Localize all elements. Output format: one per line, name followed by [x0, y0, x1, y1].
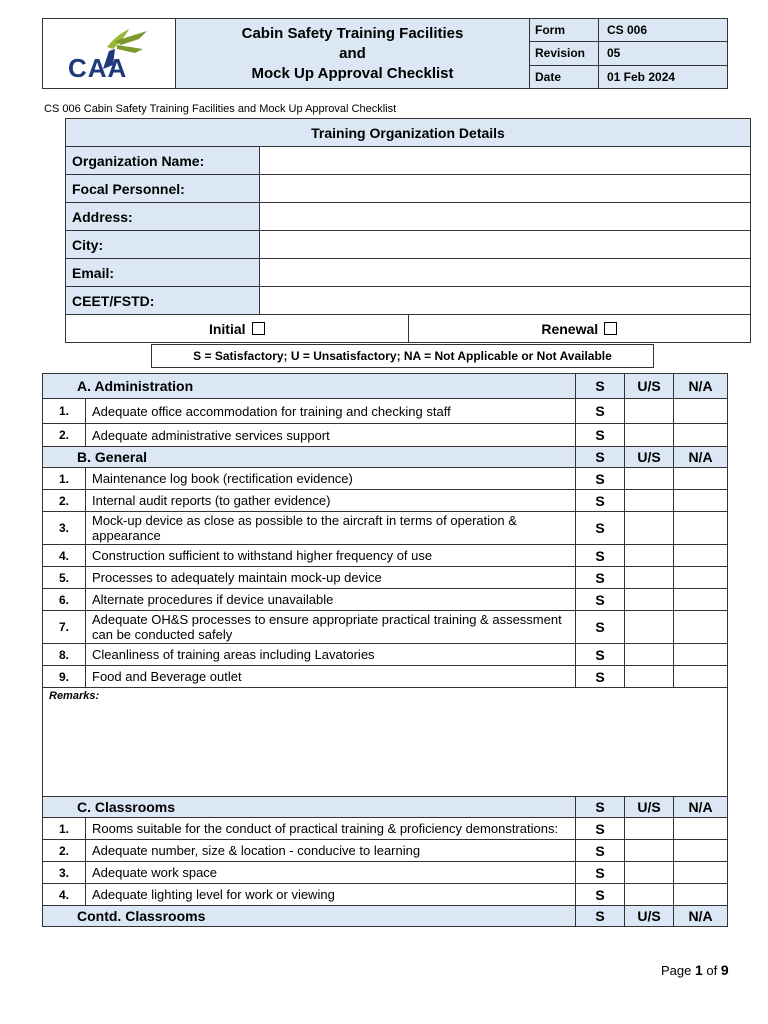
item-us-cell[interactable]: [625, 567, 674, 589]
item-s-cell[interactable]: S: [576, 424, 625, 447]
item-us-cell[interactable]: [625, 589, 674, 611]
checklist-row: [43, 862, 728, 884]
section-title: Contd. Classrooms: [43, 906, 576, 927]
col-us-header: U/S: [625, 447, 674, 468]
checklist-row: [43, 666, 728, 688]
checklist-row: [43, 512, 728, 545]
org-details-heading: Training Organization Details: [66, 119, 751, 147]
checklist-row: [43, 644, 728, 666]
item-text: Rooms suitable for the conduct of practical training & proficiency demonstrations:: [86, 818, 576, 840]
item-text: Food and Beverage outlet: [86, 666, 576, 688]
item-text: Adequate work space: [86, 862, 576, 884]
item-number: 4.: [43, 545, 86, 567]
caa-logo: [43, 19, 175, 83]
renewal-label: Renewal: [541, 320, 599, 337]
item-na-cell[interactable]: [674, 589, 728, 611]
item-number: 1.: [43, 399, 86, 424]
item-us-cell[interactable]: [625, 512, 674, 545]
section-header: [43, 374, 728, 399]
item-number: 7.: [43, 611, 86, 644]
item-s-cell[interactable]: S: [576, 644, 625, 666]
col-us-header: U/S: [625, 906, 674, 927]
item-text: Internal audit reports (to gather evidence): [86, 490, 576, 512]
checklist-row: [43, 818, 728, 840]
item-na-cell[interactable]: [674, 818, 728, 840]
item-s-cell[interactable]: S: [576, 545, 625, 567]
section-header: [43, 906, 728, 927]
item-us-cell[interactable]: [625, 818, 674, 840]
checklist-row: [43, 399, 728, 424]
item-number: 3.: [43, 512, 86, 545]
item-number: 1.: [43, 818, 86, 840]
renewal-option: [408, 315, 750, 342]
focal-personnel-label: Focal Personnel:: [66, 175, 260, 203]
col-na-header: N/A: [674, 447, 728, 468]
item-s-cell[interactable]: S: [576, 611, 625, 644]
item-text: Processes to adequately maintain mock-up device: [86, 567, 576, 589]
checklist-row: [43, 611, 728, 644]
item-s-cell[interactable]: S: [576, 840, 625, 862]
item-s-cell[interactable]: S: [576, 818, 625, 840]
item-number: 6.: [43, 589, 86, 611]
email-label: Email:: [66, 259, 260, 287]
form-value: CS 006: [599, 19, 728, 42]
item-number: 1.: [43, 468, 86, 490]
org-name-field[interactable]: [260, 147, 751, 175]
col-na-header: N/A: [674, 374, 728, 399]
city-label: City:: [66, 231, 260, 259]
document-subtitle: CS 006 Cabin Safety Training Facilities and Mock Up Approval Checklist: [44, 103, 397, 115]
item-us-cell[interactable]: [625, 840, 674, 862]
item-number: 3.: [43, 862, 86, 884]
city-field[interactable]: [260, 231, 751, 259]
item-text: Construction sufficient to withstand higher frequency of use: [86, 545, 576, 567]
checklist-row: [43, 490, 728, 512]
section-header: [43, 447, 728, 468]
date-label: Date: [530, 65, 599, 88]
item-us-cell[interactable]: [625, 545, 674, 567]
checklist-row: [43, 840, 728, 862]
remarks-row: [43, 688, 728, 797]
page-prefix: Page: [661, 963, 692, 978]
item-na-cell[interactable]: [674, 644, 728, 666]
address-label: Address:: [66, 203, 260, 231]
item-number: 5.: [43, 567, 86, 589]
date-value: 01 Feb 2024: [599, 65, 728, 88]
address-field[interactable]: [260, 203, 751, 231]
renewal-checkbox[interactable]: [604, 322, 617, 335]
page-total: 9: [720, 962, 729, 978]
item-s-cell[interactable]: S: [576, 567, 625, 589]
checklist-row: [43, 567, 728, 589]
item-na-cell[interactable]: [674, 424, 728, 447]
item-s-cell[interactable]: S: [576, 512, 625, 545]
initial-label: Initial: [208, 320, 246, 337]
item-us-cell[interactable]: [625, 468, 674, 490]
item-number: 2.: [43, 840, 86, 862]
item-us-cell[interactable]: [625, 666, 674, 688]
item-s-cell[interactable]: S: [576, 884, 625, 906]
item-number: 9.: [43, 666, 86, 688]
item-s-cell[interactable]: S: [576, 862, 625, 884]
item-us-cell[interactable]: [625, 399, 674, 424]
item-text: Adequate lighting level for work or viewing: [86, 884, 576, 906]
item-s-cell[interactable]: S: [576, 399, 625, 424]
item-number: 2.: [43, 424, 86, 447]
focal-personnel-field[interactable]: [260, 175, 751, 203]
item-s-cell[interactable]: S: [576, 589, 625, 611]
col-s-header: S: [576, 374, 625, 399]
item-na-cell[interactable]: [674, 545, 728, 567]
item-na-cell[interactable]: [674, 468, 728, 490]
item-us-cell[interactable]: [625, 884, 674, 906]
item-text: Cleanliness of training areas including Lavatories: [86, 644, 576, 666]
org-name-label: Organization Name:: [66, 147, 260, 175]
form-label: Form: [530, 19, 599, 42]
legend-box: S = Satisfactory; U = Unsatisfactory; NA = Not Applicable or Not Available: [151, 344, 654, 368]
ceet-fstd-label: CEET/FSTD:: [66, 287, 260, 315]
item-text: Adequate number, size & location - conducive to learning: [86, 840, 576, 862]
item-s-cell[interactable]: S: [576, 666, 625, 688]
checklist-row: [43, 545, 728, 567]
title-line-2: and: [339, 44, 366, 62]
logo-cell: [43, 19, 176, 89]
item-na-cell[interactable]: [674, 512, 728, 545]
item-text: Adequate administrative services support: [86, 424, 576, 447]
item-text: Adequate OH&S processes to ensure appropriate practical training & assessment can be conducted safely: [86, 611, 576, 644]
col-s-header: S: [576, 906, 625, 927]
col-s-header: S: [576, 797, 625, 818]
checklist-row: [43, 424, 728, 447]
section-title: B. General: [43, 447, 576, 468]
logo-text: CAA: [68, 53, 128, 83]
col-na-header: N/A: [674, 906, 728, 927]
col-na-header: N/A: [674, 797, 728, 818]
initial-option: [66, 315, 408, 342]
section-header: [43, 797, 728, 818]
col-us-header: U/S: [625, 374, 674, 399]
item-text: Mock-up device as close as possible to the aircraft in terms of operation & appearance: [86, 512, 576, 545]
item-text: Maintenance log book (rectification evidence): [86, 468, 576, 490]
item-na-cell[interactable]: [674, 862, 728, 884]
item-us-cell[interactable]: [625, 644, 674, 666]
item-na-cell[interactable]: [674, 490, 728, 512]
checklist-row: [43, 468, 728, 490]
item-us-cell[interactable]: [625, 490, 674, 512]
col-us-header: U/S: [625, 797, 674, 818]
item-s-cell[interactable]: S: [576, 468, 625, 490]
revision-value: 05: [599, 42, 728, 65]
org-details-table: [65, 118, 751, 343]
checklist-row: [43, 884, 728, 906]
checklist-table: [42, 373, 728, 927]
item-na-cell[interactable]: [674, 611, 728, 644]
item-text: Adequate office accommodation for training and checking staff: [86, 399, 576, 424]
section-title: A. Administration: [43, 374, 576, 399]
col-s-header: S: [576, 447, 625, 468]
checklist-row: [43, 589, 728, 611]
email-field[interactable]: [260, 259, 751, 287]
item-na-cell[interactable]: [674, 840, 728, 862]
item-us-cell[interactable]: [625, 862, 674, 884]
item-us-cell[interactable]: [625, 424, 674, 447]
item-na-cell[interactable]: [674, 884, 728, 906]
item-na-cell[interactable]: [674, 399, 728, 424]
revision-label: Revision: [530, 42, 599, 65]
remarks-label: Remarks:: [49, 690, 100, 702]
item-text: Alternate procedures if device unavailable: [86, 589, 576, 611]
form-title: [176, 19, 530, 89]
page-number: [661, 962, 729, 978]
section-title: C. Classrooms: [43, 797, 576, 818]
item-s-cell[interactable]: S: [576, 490, 625, 512]
ceet-fstd-field[interactable]: [260, 287, 751, 315]
item-number: 8.: [43, 644, 86, 666]
item-na-cell[interactable]: [674, 567, 728, 589]
title-line-3: Mock Up Approval Checklist: [251, 64, 454, 82]
page-of: of: [706, 963, 718, 978]
page-current: 1: [695, 962, 703, 978]
item-number: 2.: [43, 490, 86, 512]
title-line-1: Cabin Safety Training Facilities: [241, 24, 464, 42]
item-number: 4.: [43, 884, 86, 906]
item-na-cell[interactable]: [674, 666, 728, 688]
form-header: [42, 18, 728, 89]
remarks-field[interactable]: [43, 688, 728, 797]
item-us-cell[interactable]: [625, 611, 674, 644]
initial-checkbox[interactable]: [252, 322, 265, 335]
